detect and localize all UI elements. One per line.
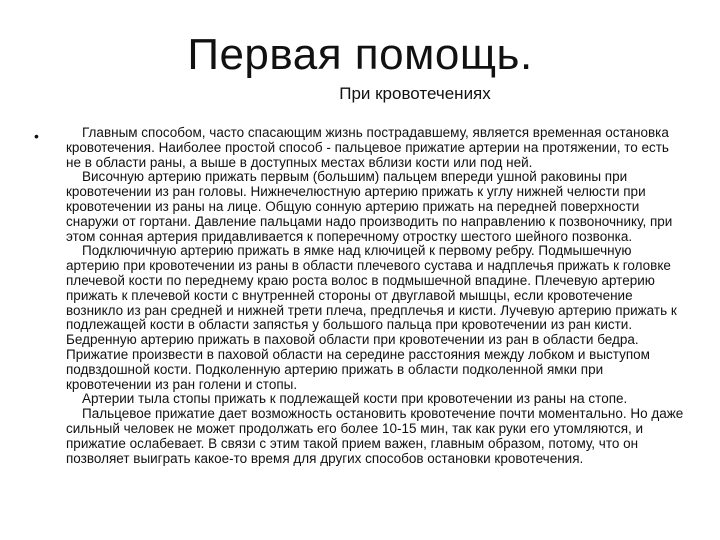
paragraph: Артерии тыла стопы прижать к подлежащей кости при кровотечении из раны на стопе. — [82, 391, 628, 407]
slide-subtitle: При кровотечениях — [339, 84, 491, 103]
paragraph: Подключичную артерию прижать в ямке над ключицей к первому ребру. Подмышечную артерию при кровотечении из раны в области плечевого сустава и надплечья прижать к головке плечевой кости по переднему краю роста волос в подмышечной впадине. Плечевую артерию прижать к плечевой кости с внутренней стороны от двуглавой мышцы, если кровотечение возникло из ран средней и нижней трети плеча, предплечья и кисти. Лучевую артерию прижать к подлежащей кости в области запястья у большого пальца при кровотечении из ран кисти. Бедренную артерию прижать в паховой области при кровотечении из ран в области бедра. Прижатие произвести в паховой области на середине расстояния между лобком и выступом подвздошной кости. Подколенную артерию прижать в области подколенной ямки при кровотечении из ран голени и стопы. — [66, 243, 677, 392]
paragraph: Пальцевое прижатие дает возможность остановить кровотечение почти моментально. Но даже сильный человек не может продолжать его более 10-15 мин, так как руки его утомляются, и прижатие ослабевает. В связи с этим такой прием важен, главным образом, потому, что он позволяет выиграть какое-то время для других способов остановки кровотечения. — [66, 406, 684, 466]
slide-body-text — [66, 126, 686, 466]
paragraph: Височную артерию прижать первым (большим) пальцем впереди ушной раковины при кровотечении из ран головы. Нижнечелюстную артерию прижать к углу нижней челюсти при кровотечении из раны на лице. Общую сонную артерию прижать на передней поверхности снаружи от гортани. Давление пальцами надо производить по направлению к позвоночнику, при этом сонная артерия придавливается к поперечному отростку шестого шейного позвонка. — [66, 169, 673, 244]
bullet-marker: • — [34, 128, 39, 144]
paragraph: Главным способом, часто спасающим жизнь пострадавшему, является временная остановка кровотечения. Наиболее простой способ - пальцевое прижатие артерии на протяжении, то есть не в области раны, а выше в доступных местах вблизи кости или под ней. — [66, 125, 669, 170]
slide-title: Первая помощь. — [187, 30, 533, 79]
